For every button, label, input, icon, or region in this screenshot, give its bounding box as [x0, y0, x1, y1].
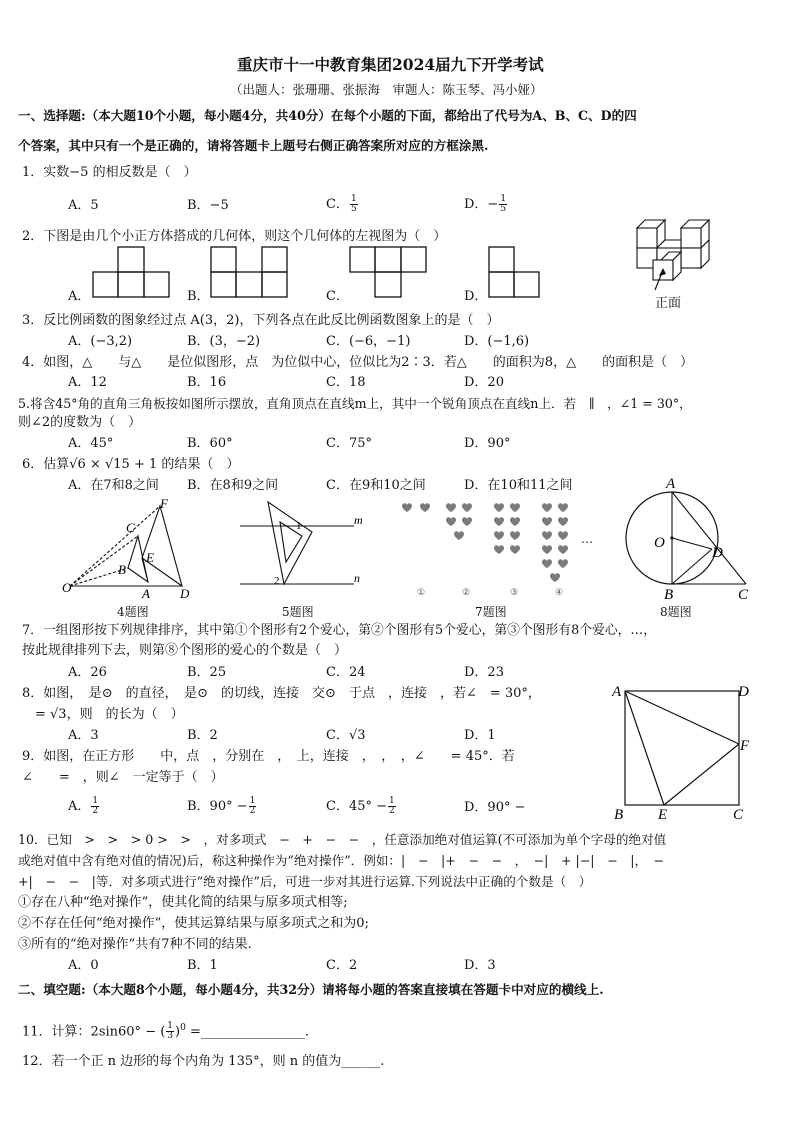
q9-stem-line1: 9．如图，在正方形 中，点 ，分别在 ， 上，连接 ， ， ，∠ = 45°．若 — [22, 749, 515, 764]
q2-view-c — [349, 246, 427, 298]
fig7-pattern-4 — [542, 503, 568, 582]
q11-fraction — [166, 1022, 174, 1041]
q2-front-label: 正面 — [655, 296, 682, 311]
fig7-pattern-3 — [494, 503, 520, 554]
q10-statement-1: ①存在八种“绝对操作”，使其化简的结果与原多项式相等; — [18, 895, 348, 910]
q6-option-a: A．在7和8之间 — [68, 478, 159, 493]
section2-heading: 二、填空题:（本大题8个小题，每小题4分，共32分）请将每小题的答案直接填在答题卡中对应的横线上. — [18, 982, 604, 997]
fig8-label-A: A — [666, 476, 676, 492]
q3-option-b: B．(3，−2) — [187, 334, 261, 349]
fig4-label-D: D — [180, 586, 190, 601]
fig4-diagram — [60, 498, 210, 600]
fig8-caption: 8题图 — [660, 605, 692, 619]
q1-stem: 1．实数−5 的相反数是（ ） — [22, 165, 197, 180]
fig8-label-O: O — [654, 535, 665, 551]
q8-stem-line2: = √3，则 的长为（ ） — [22, 707, 184, 722]
fig7-diagram — [398, 498, 608, 600]
q10-statement-3: ③所有的“绝对操作”共有7种不同的结果. — [18, 937, 252, 952]
q5-stem-line1: 5.将含45°角的直角三角板按如图所示摆放，直角顶点在直线m上，其中一个锐角顶点在直线n上．若 ∥ ，∠1 = 30°， — [18, 396, 692, 411]
q9-b-num: 1 — [249, 796, 256, 806]
fig4-label-B: B — [118, 562, 126, 577]
q2-option-d: D． — [464, 289, 488, 304]
q9-option-a — [68, 797, 100, 816]
fig9-label-B: B — [614, 807, 624, 823]
q1-c-num: 1 — [350, 194, 357, 204]
q3-option-a: A．(−3,2) — [68, 334, 133, 349]
fig7-pattern-1 — [402, 503, 430, 512]
q9-a-num: 1 — [92, 796, 99, 806]
fig9-label-C: C — [733, 807, 744, 823]
q9-option-b — [187, 797, 257, 816]
fig5-label-m: m — [354, 513, 363, 527]
q10-stem-line2: 或绝对值中含有绝对值的情况)后，称这种操作为“绝对操作”．例如：| − |+ − − ， −| + |−| − |， − — [18, 853, 664, 868]
q1-option-c-prefix: C． — [326, 197, 349, 212]
q9-stem-line2: ∠ = ，则∠ 一定等于（ ） — [22, 770, 224, 785]
fig8-diagram — [620, 475, 760, 603]
q11-den: 3 — [167, 1031, 174, 1042]
q5-stem-line2: 则∠2的度数为（ ） — [18, 415, 142, 430]
q1-option-b: B．−5 — [187, 198, 229, 213]
fig9-diagram — [612, 682, 772, 822]
q10-option-b: B．1 — [187, 958, 218, 973]
fig5-caption: 5题图 — [282, 605, 314, 619]
q11-exponent: 0 — [180, 1023, 186, 1033]
q1-option-d — [464, 195, 508, 214]
q2-view-d — [488, 246, 540, 298]
q11-num: 1 — [167, 1021, 174, 1032]
q1-d-den: 5 — [500, 204, 507, 214]
q1-option-d-fraction — [499, 195, 507, 214]
q8-option-d: D．1 — [464, 728, 496, 743]
q3-stem: 3．反比例函数的图象经过点 A(3，2)，下列各点在此反比例函数图象上的是（ ） — [22, 313, 500, 328]
fig7-mark-4: ④ — [555, 588, 564, 598]
fig4-label-C: C — [126, 520, 135, 535]
fig9-label-A: A — [612, 684, 622, 700]
q1-option-c-fraction — [350, 195, 358, 214]
q4-stem: 4．如图，△ 与△ 是位似图形，点 为位似中心，位似比为2∶3．若△ 的面积为8，△ 的面积是（ ） — [22, 355, 694, 370]
q4-option-a: A．12 — [68, 375, 107, 390]
q9-option-c-fraction — [388, 797, 396, 816]
fig9-label-F: F — [740, 738, 750, 754]
q10-option-a: A．0 — [68, 958, 99, 973]
q7-option-d: D．23 — [464, 665, 504, 680]
q2-stem: 2．下图是由几个小正方体搭成的几何体，则这个几何体的左视图为（ ） — [22, 229, 447, 244]
q1-option-c — [326, 195, 359, 214]
q1-c-den: 5 — [350, 204, 357, 214]
fig7-caption: 7题图 — [475, 605, 507, 619]
q5-option-d: D．90° — [464, 436, 511, 451]
fig7-mark-1: ① — [417, 588, 426, 598]
q9-option-d: D．90° − — [464, 800, 526, 815]
q7-option-b: B．25 — [187, 665, 227, 680]
q9-option-b-prefix: B．90° − — [187, 799, 248, 814]
q2-option-b: B． — [187, 289, 210, 304]
q9-option-c-prefix: C．45° − — [326, 799, 388, 814]
page-title: 重庆市十一中教育集团2024届九下开学考试 — [237, 55, 544, 74]
q6-option-d: D．在10和11之间 — [464, 478, 573, 493]
fig5-diagram — [240, 498, 370, 600]
q10-stem-line1: 10．已知 > > > 0 > > ，对多项式 − + − − ，任意添加绝对值运算(不可添加为单个字母的绝对值 — [18, 832, 667, 847]
q9-option-b-fraction — [249, 797, 257, 816]
fig7-mark-3: ③ — [510, 588, 519, 598]
q8-stem-line1: 8．如图， 是⊙ 的直径， 是⊙ 的切线，连接 交⊙ 于点 ，连接 ，若∠ = 30°， — [22, 686, 541, 701]
fig5-label-1: 1 — [296, 520, 302, 532]
q1-option-a: A．5 — [68, 198, 99, 213]
q2-option-c: C． — [326, 289, 349, 304]
q10-option-c: C．2 — [326, 958, 358, 973]
q9-option-c — [326, 797, 397, 816]
q5-option-a: A．45° — [68, 436, 114, 451]
fig8-label-D: D — [712, 545, 723, 561]
q11-prefix: 11．计算：2sin60° − ( — [22, 1024, 166, 1040]
q5-option-c: C．75° — [326, 436, 372, 451]
q9-b-den: 2 — [249, 806, 256, 816]
q9-c-num: 1 — [389, 796, 395, 806]
q9-option-a-fraction — [91, 797, 99, 816]
q10-statement-2: ②不存在任何“绝对操作”，使其运算结果与原多项式之和为0; — [18, 916, 369, 931]
section1-heading-line2: 个答案，其中只有一个是正确的，请将答题卡上题号右侧正确答案所对应的方框涂黑. — [18, 138, 489, 153]
fig4-label-O: O — [62, 580, 72, 595]
fig5-label-n: n — [354, 571, 360, 585]
q7-option-a: A．26 — [68, 665, 107, 680]
q4-option-b: B．16 — [187, 375, 227, 390]
q11-close: ) — [175, 1024, 181, 1040]
q8-option-c: C．√3 — [326, 728, 366, 743]
q5-option-b: B．60° — [187, 436, 233, 451]
fig4-label-A: A — [142, 586, 150, 601]
q9-c-den: 2 — [389, 806, 395, 816]
q8-option-b: B．2 — [187, 728, 218, 743]
q2-view-a — [92, 246, 170, 298]
fig9-label-D: D — [738, 684, 749, 700]
fig8-label-B: B — [664, 587, 674, 603]
q1-option-d-prefix: D．− — [464, 197, 499, 212]
fig7-pattern-2 — [446, 503, 472, 540]
fig7-mark-2: ② — [462, 588, 471, 598]
q11-line — [22, 1020, 309, 1041]
q9-a-den: 2 — [92, 806, 99, 816]
q2-view-b — [210, 246, 288, 298]
q7-stem-line1: 7．一组图形按下列规律排序，其中第①个图形有2个爱心，第②个图形有5个爱心，第③个图形有8个爱心，…， — [22, 623, 657, 638]
q6-stem: 6．估算√6 × √15 + 1 的结果（ ） — [22, 457, 240, 472]
fig5-label-2: 2 — [274, 575, 280, 587]
q7-option-c: C．24 — [326, 665, 366, 680]
q6-option-c: C．在9和10之间 — [326, 478, 426, 493]
fig9-label-E: E — [658, 807, 668, 823]
q9-option-a-prefix: A． — [68, 799, 91, 814]
fig4-label-E: E — [146, 550, 154, 565]
q3-option-d: D．(−1,6) — [464, 334, 530, 349]
q3-option-c: C．(−6，−1) — [326, 334, 411, 349]
section1-heading-line1: 一、选择题:（本大题10个小题，每小题4分，共40分）在每个小题的下面，都给出了代号为A、B、C、D的四 — [18, 108, 637, 123]
q10-stem-line3: +| − − |等．对多项式进行“绝对操作”后，可进一步对其进行运算.下列说法中正确的个数是（ ） — [18, 874, 592, 889]
q12-line: 12．若一个正 n 边形的每个内角为 135°，则 n 的值为______. — [22, 1054, 385, 1069]
q6-option-b: B．在8和9之间 — [187, 478, 279, 493]
page-subtitle: （出题人：张珊珊、张振海 审题人：陈玉琴、冯小娅） — [230, 82, 543, 97]
q7-stem-line2: 按此规律排列下去，则第⑧个图形的爱心的个数是（ ） — [22, 643, 348, 658]
q1-d-num: 1 — [500, 194, 507, 204]
q8-option-a: A．3 — [68, 728, 99, 743]
q2-option-a: A． — [68, 289, 91, 304]
fig4-caption: 4题图 — [117, 605, 149, 619]
fig7-ellipsis: … — [581, 532, 593, 546]
q10-option-d: D．3 — [464, 958, 496, 973]
q11-answer-blank[interactable]: =________________. — [185, 1024, 310, 1040]
fig8-label-C: C — [738, 587, 749, 603]
q4-option-c: C．18 — [326, 375, 366, 390]
fig4-label-F: F — [160, 496, 168, 511]
q4-option-d: D．20 — [464, 375, 504, 390]
